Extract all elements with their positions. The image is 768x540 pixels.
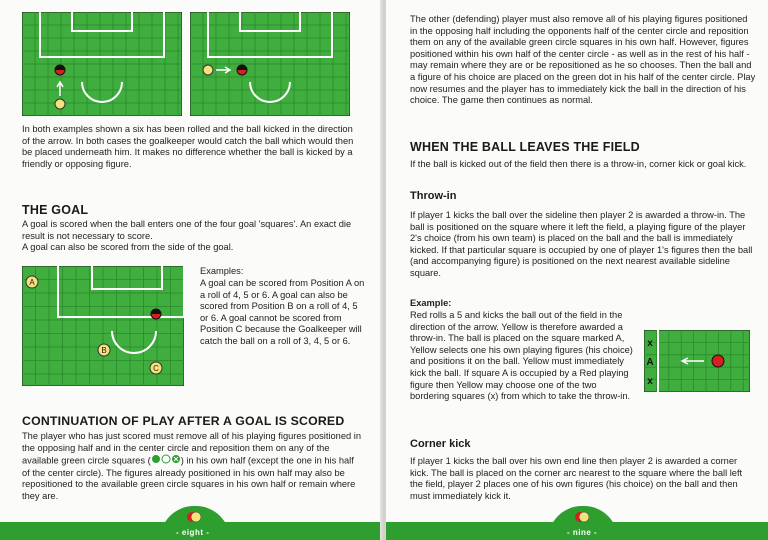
goal-positions-diagram [22,266,184,386]
page-number-left: - eight - [176,528,210,537]
left-page [0,0,382,540]
soccer-ball-logo-icon [575,510,589,524]
goalkeeper-diagram-2 [190,12,350,116]
ball-icon [203,65,213,75]
throwin-square-a: A [646,357,654,368]
examples-label: Examples: [200,266,244,276]
continuation-text: The player who has just scored must remove all of his playing figures positioned in the opposing half and in the center circle and reposition them on any of the available green circle squares ( ) in his own half (except the one in his half of the center circle). The figures already positioned in his own half may also be repositioned to the available green circle squares in his own half or remain where they are. [22,431,361,501]
defending-player-text: The other (defending) player must also remove all of his playing figures positioned in the opposing half including the opponents half of the center circle and reposition them on any of the available green circle squares in his own half. However, figures positioned within his own half of the center circle - as well as in the rest of his half - may remain where they are or be repositioned as he so chooses. Then the ball and a figure of his choice are placed on the green dot in his half of the center circle. Play now resumes and the player has to immediately kick the ball in the direction of his choice. The game then continues as normal. [410,14,756,106]
goal-heading: THE GOAL [22,203,89,217]
position-a-label: A [29,278,35,287]
right-page [386,0,768,540]
position-b-label: B [101,346,107,355]
goal-text-1: A goal is scored when the ball enters one of the four goal 'squares'. An exact die result is not necessary to score. [22,219,352,241]
green-circle-squares-icon [151,454,181,468]
throwin-text: If player 1 kicks the ball over the sideline then player 2 is awarded a throw-in. The ball is positioned on the square where it left the field, a playing figure of the player 2's choice (from his own team) is placed on the ball and the ball is immediately kicked. If that particular square is occupied by one of player 1's figures then the ball (and accompanying figure) is positioned on the next nearest available sideline square. [410,210,753,278]
diagram-caption: In both examples shown a six has been rolled and the ball kicked in the direction of the arrow. In both cases the goalkeeper would catch the ball which would then be placed underneath him. It makes no difference whether the ball is kicked by a friendly or opposing figure. [22,124,354,169]
bordering-square-mark-top: x [647,338,653,349]
position-c-label: C [153,364,159,373]
leaves-field-heading: WHEN THE BALL LEAVES THE FIELD [410,140,640,154]
ball-icon [55,99,65,109]
throwin-diagram [644,330,750,392]
goalkeeper-diagram-1 [22,12,182,116]
corner-kick-heading: Corner kick [410,438,471,450]
throwin-heading: Throw-in [410,190,457,202]
corner-kick-text: If player 1 kicks the ball over his own end line then player 2 is awarded a corner kick. The ball is placed on the corner arc nearest to the square where the ball left the field, player 2 places one of his own figures (his choice) on the ball and then must immediately kick it. [410,456,743,501]
example-label: Example: [410,298,452,308]
red-ball-icon [712,355,724,367]
continuation-heading: CONTINUATION OF PLAY AFTER A GOAL IS SCORED [22,414,345,428]
soccer-ball-logo-icon [187,510,201,524]
bordering-square-mark-bottom: x [647,376,653,387]
goal-text-2: A goal can also be scored from the side of the goal. [22,242,234,252]
page-number-right: - nine - [567,528,598,537]
example-text: Red rolls a 5 and kicks the ball out of the field in the direction of the arrow. Yellow is therefore awarded a throw-in. The ball is placed on the square marked A, Yellow selects one his own playing figures (his choice) and positions it on the ball. Yellow must immediately kick the ball. If square A is occupied by a Red playing figure then Yellow may choose one of the two bordering squares (x) from which to take the throw-in. [410,310,633,402]
leaves-field-text: If the ball is kicked out of the field then there is a throw-in, corner kick or goal kick. [410,159,747,169]
examples-text: A goal can be scored from Position A on a roll of 4, 5 or 6. A goal can also be scored from Position B on a roll of 4, 5 or 6. A goal cannot be scored from Position C because the Goalkeeper will catch the ball on a roll of 3, 4, 5 or 6. [200,278,365,346]
